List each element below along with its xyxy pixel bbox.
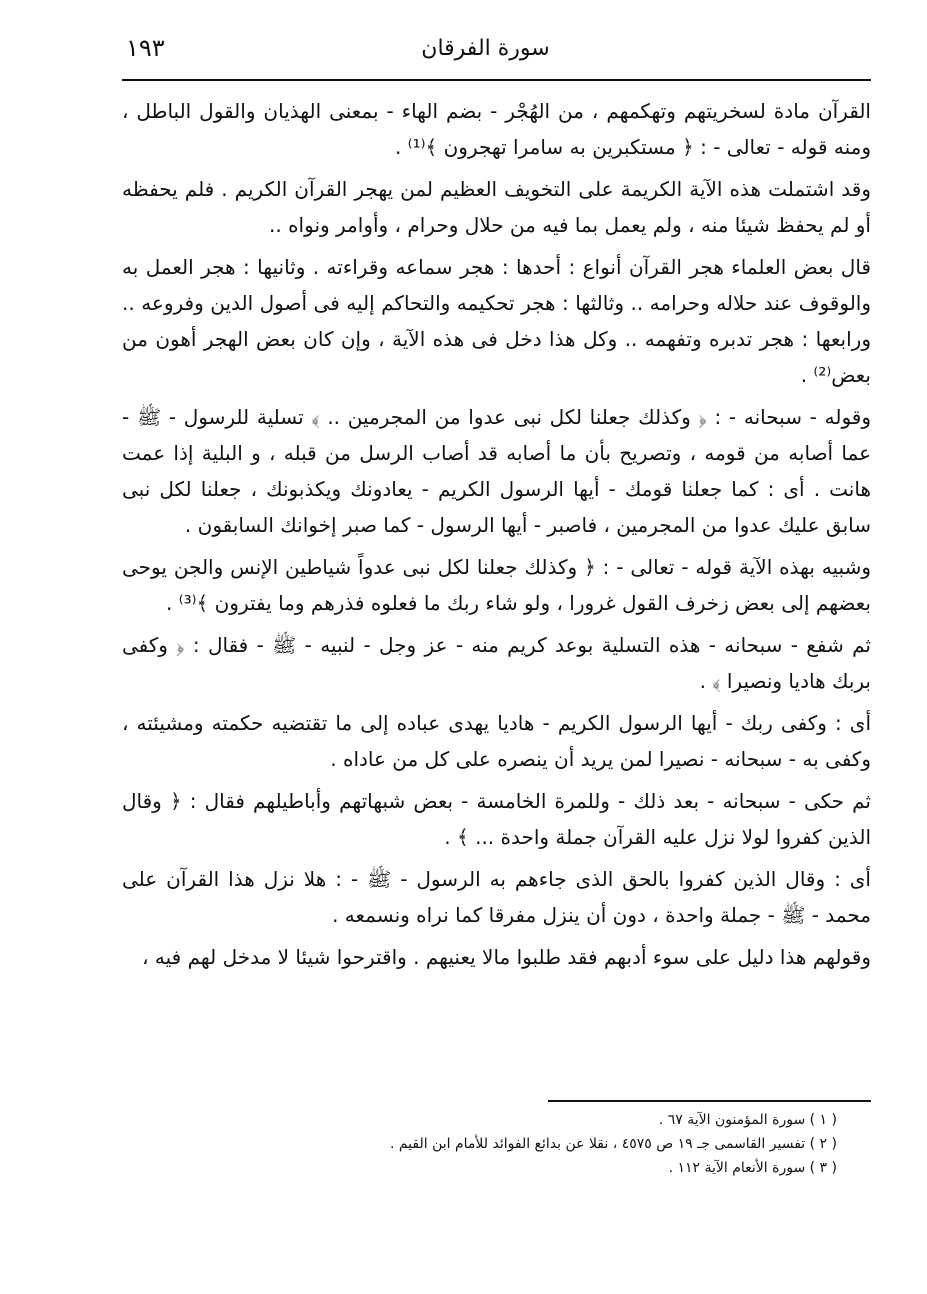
footnote-divider bbox=[548, 1100, 871, 1102]
page-header bbox=[100, 28, 871, 78]
footnotes bbox=[122, 1108, 837, 1180]
paragraph: ثم شفع - سبحانه - هذه التسلية بوعد كريم منه - عز وجل - لنبيه - ﷺ - فقال : ﴿ وكفى بربك هاديا ونصيرا ﴾ . bbox=[122, 633, 871, 693]
paragraph: ثم حكى - سبحانه - بعد ذلك - وللمرة الخامسة - بعض شبهاتهم وأباطيلهم فقال : ﴿ وقال الذين كفروا لولا نزل عليه القرآن جملة واحدة ... ﴾ . bbox=[122, 789, 871, 849]
paragraph: أى : وكفى ربك - أيها الرسول الكريم - هاديا يهدى عباده إلى ما تقتضيه حكمته ومشيئته ، وكفى به - سبحانه - نصيرا لمن يريد أن ينصره على كل من عاداه . bbox=[122, 711, 871, 771]
footnote: ( ١ ) سورة المؤمنون الآية ٦٧ . bbox=[658, 1112, 837, 1128]
paragraph: وقد اشتملت هذه الآية الكريمة على التخويف العظيم لمن يهجر القرآن الكريم . فلم يحفظه أو لم يحفظ شيئا منه ، ولم يعمل بما فيه من حلال وحرام ، وأوامر ونواه .. bbox=[122, 177, 871, 237]
paragraph: وقوله - سبحانه - : ﴿ وكذلك جعلنا لكل نبى عدوا من المجرمين .. ﴾ تسلية للرسول - ﷺ - عما أصابه من قومه ، وتصريح بأن ما أصابه قد أصاب الرسل من قبله ، و البلية إذا عمت هانت . أى : كما جعلنا قومك - أيها الرسول الكريم - يعادونك ويكذبونك ، جعلنا لكل نبى سابق عليك عدوا من المجرمين ، فاصبر - أيها الرسول - كما صبر إخوانك السابقون . bbox=[122, 405, 871, 537]
paragraph: القرآن مادة لسخريتهم وتهكمهم ، من الهُجْر - بضم الهاء - بمعنى الهذيان والقول الباطل ، ومنه قوله - تعالى - : ﴿ مستكبرين به سامرا تهجرون ﴾⁽¹⁾ . bbox=[122, 99, 871, 159]
paragraph: وشبيه بهذه الآية قوله - تعالى - : ﴿ وكذلك جعلنا لكل نبى عدواً شياطين الإنس والجن يوحى بعضهم إلى بعض زخرف القول غرورا ، ولو شاء ربك ما فعلوه فذرهم وما يفترون ﴾⁽³⁾ . bbox=[122, 555, 871, 615]
main-text bbox=[122, 93, 871, 975]
footnote: ( ٣ ) سورة الأنعام الآية ١١٢ . bbox=[668, 1160, 837, 1176]
paragraph: أى : وقال الذين كفروا بالحق الذى جاءهم به الرسول - ﷺ - : هلا نزل هذا القرآن على محمد - ﷺ - جملة واحدة ، دون أن ينزل مفرقا كما نراه ونسمعه . bbox=[122, 867, 871, 927]
header-divider bbox=[122, 79, 871, 81]
footnote: ( ٢ ) تفسير القاسمى جـ ١٩ ص ٤٥٧٥ ، نقلا عن بدائع الفوائد للأمام ابن القيم . bbox=[389, 1136, 837, 1152]
paragraph: قال بعض العلماء هجر القرآن أنواع : أحدها : هجر سماعه وقراءته . وثانيها : هجر العمل به والوقوف عند حلاله وحرامه .. وثالثها : هجر تحكيمه والتحاكم إليه فى أصول الدين وفروعه .. ورابعها : هجر تدبره وتفهمه .. وكل هذا دخل فى هذه الآية ، وإن كان بعض الهجر أهون من بعض⁽²⁾ . bbox=[122, 255, 871, 387]
paragraph: وقولهم هذا دليل على سوء أدبهم فقد طلبوا مالا يعنيهم . واقترحوا شيئا لا مدخل لهم فيه ، bbox=[142, 945, 871, 969]
running-title: سورة الفرقان bbox=[421, 36, 550, 61]
page-number: ١٩٣ bbox=[126, 34, 165, 62]
